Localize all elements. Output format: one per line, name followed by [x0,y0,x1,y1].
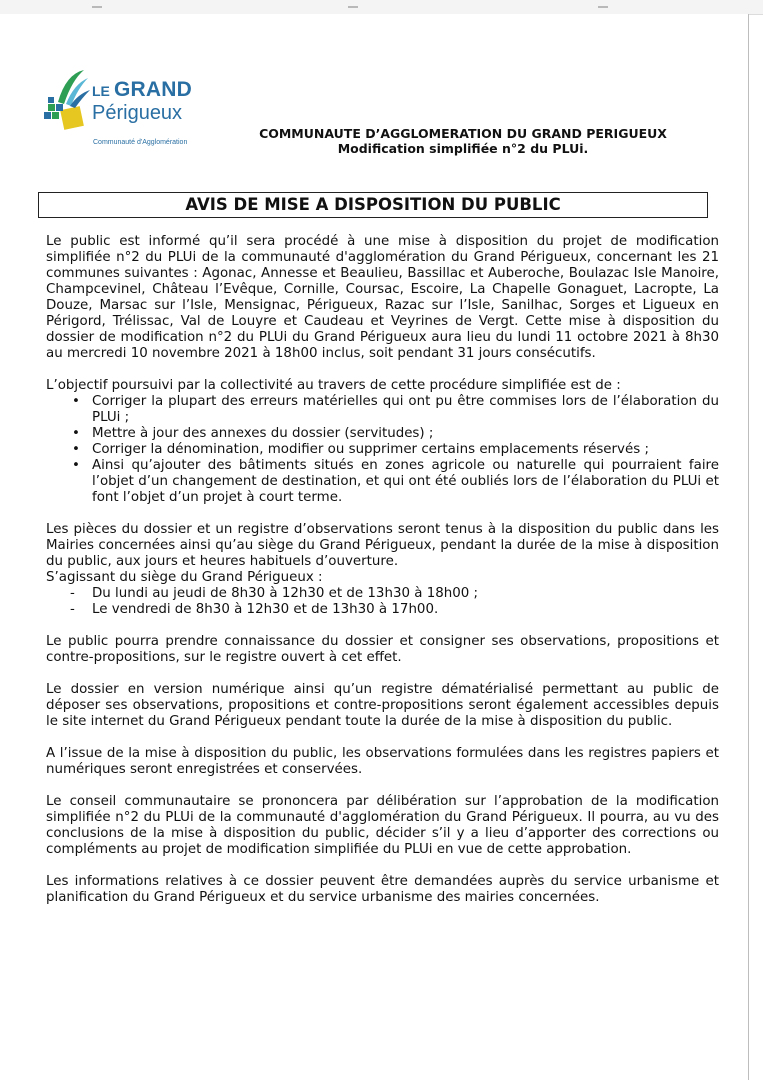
hours-item: - Le vendredi de 8h30 à 12h30 et de 13h30 à 17h00. [70,602,439,617]
header-line-2: Modification simplifiée n°2 du PLUi. [337,141,589,156]
council-paragraph: Le conseil communautaire se prononcera par délibération sur l’approbation de la modification simplifiée n°2 du PLUi de la communauté d'agglomération du Grand Périgueux. Il pourra, au vu des conclusions de la mise à disposition du public, décider s’il y a lieu d’apporter des corrections ou compléments au projet de modification simplifiée du PLUi en vue de cette approbation. [46,794,719,857]
information-paragraph: Les informations relatives à ce dossier peuvent être demandées auprès du service urbanisme et planification du Grand Périgueux et du service urbanisme des mairies concernées. [46,874,719,905]
bullet-icon: • [72,442,80,457]
objective-item: • Corriger la plupart des erreurs matérielles qui ont pu être commises lors de l’élaboration du PLUi ; [72,394,719,425]
bullet-icon: • [72,458,80,473]
document-header [218,126,708,156]
objective-item: • Corriger la dénomination, modifier ou supprimer certains emplacements réservés ; [72,442,649,457]
intro-paragraph: Le public est informé qu’il sera procédé à une mise à disposition du projet de modification simplifiée n°2 du PLUi de la communauté d'agglomération du Grand Périgueux, concernant les 21 communes suivantes : Agonac, Annesse et Beaulieu, Bassillac et Auberoche, Boulazac Isle Manoire, Champcevinel, Château l’Evêque, Cornille, Coursac, Escoire, La Chapelle Gonaguet, Lacropte, La Douze, Marsac sur l’Isle, Mensignac, Périgueux, Razac sur l’Isle, Sanilhac, Sorges et Ligueux en Périgord, Trélissac, Val de Louyre et Caudeau et Veyrines de Vergt. Cette mise à disposition du dossier de modification n°2 du PLUi du Grand Périgueux aura lieu du lundi 11 octobre 2021 à 8h30 au mercredi 10 novembre 2021 à 18h00 inclus, soit pendant 31 jours consécutifs. [46,234,719,361]
bullet-icon: • [72,426,80,441]
strip-mark [598,0,608,8]
observations-paragraph: A l’issue de la mise à disposition du public, les observations formulées dans les registres papiers et numériques seront enregistrées et conservées. [46,746,719,777]
notice-title: AVIS DE MISE A DISPOSITION DU PUBLIC [38,192,708,218]
logo-grand-text: GRAND [114,78,192,101]
logo-subtitle: Communauté d'Agglomération [93,139,188,146]
dash-icon: - [70,602,75,617]
strip-mark [92,0,102,8]
bullet-icon: • [72,394,80,409]
objective-lead: L’objectif poursuivi par la collectivité au travers de cette procédure simplifiée est de : [46,378,621,393]
opening-hours-list [46,586,719,618]
header-line-1: COMMUNAUTE D’AGGLOMERATION DU GRAND PERIGUEUX [259,126,667,141]
objective-list [46,394,719,506]
hours-item: - Du lundi au jeudi de 8h30 à 12h30 et de 13h30 à 18h00 ; [70,586,479,601]
document-page [0,14,749,1080]
logo-emblem-icon [44,66,92,144]
digital-register-paragraph: Le dossier en version numérique ainsi qu’un registre dématérialisé permettant au public de déposer ses observations, propositions et contre-propositions seront également accessibles depuis le site internet du Grand Périgueux pendant toute la durée de la mise à disposition du public. [46,682,719,729]
window-top-strip [0,0,763,15]
notice-body [46,234,719,906]
grand-perigueux-logo [44,66,204,154]
strip-mark [348,0,358,8]
objective-item: • Mettre à jour des annexes du dossier (servitudes) ; [72,426,434,441]
logo-name-text: Périgueux [92,102,183,124]
pieces-paragraph: Les pièces du dossier et un registre d’observations seront tenus à la disposition du public dans les Mairies concernées ainsi qu’au siège du Grand Périgueux, pendant la durée de la mise à disposition du public, aux jours et heures habituels d’ouverture. [46,522,719,569]
logo-le-text: LE [92,83,110,99]
consultation-paragraph: Le public pourra prendre connaissance du dossier et consigner ses observations, propositions et contre-propositions, sur le registre ouvert à cet effet. [46,634,719,665]
objective-item: • Ainsi qu’ajouter des bâtiments situés en zones agricole ou naturelle qui pourraient faire l’objet d’un changement de destination, et qui ont été oubliés lors de l’élaboration du PLUi et font l’objet d’un projet à court terme. [72,458,719,505]
dash-icon: - [70,586,75,601]
siege-lead: S’agissant du siège du Grand Périgueux : [46,570,323,585]
